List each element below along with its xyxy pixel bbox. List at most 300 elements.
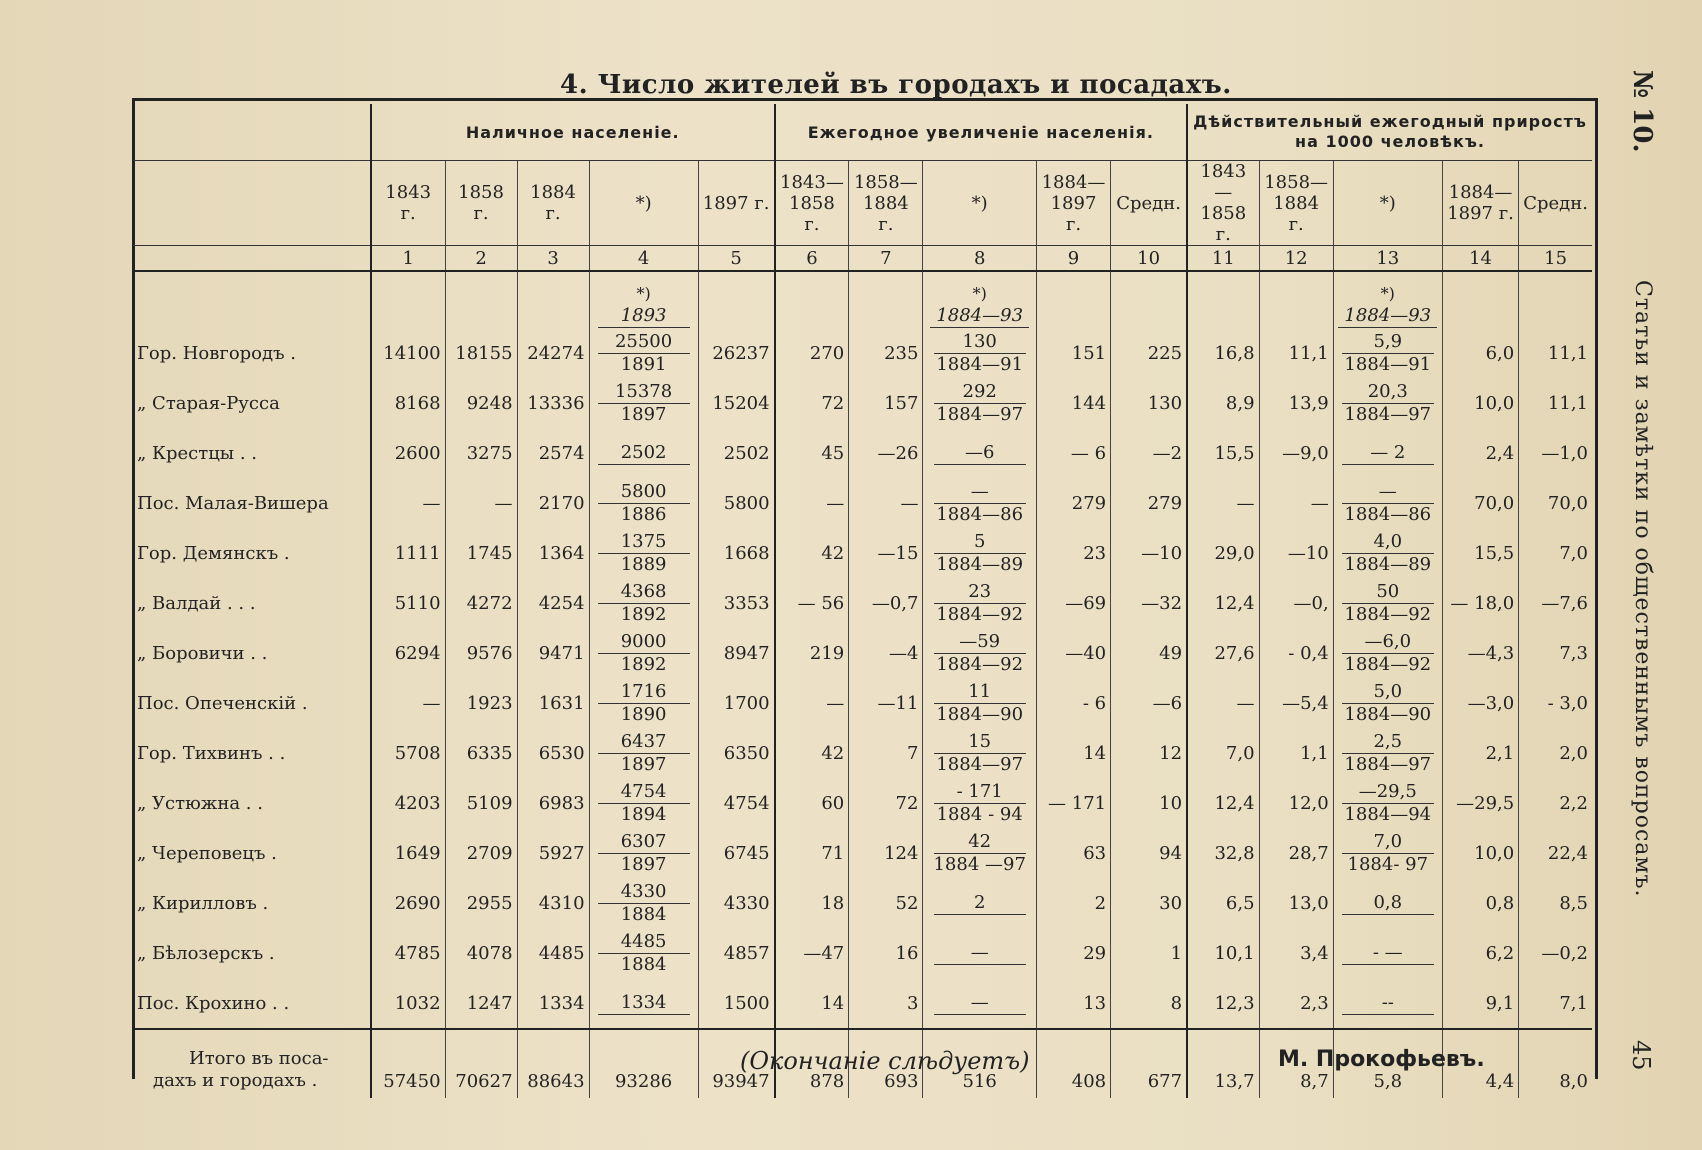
cell-c10: —6 (1111, 678, 1187, 728)
year-note: 1897 (620, 853, 667, 875)
cell-c1: — (371, 478, 445, 528)
total-label-line1: Итого въ поса- (189, 1048, 329, 1069)
cell-c11: 29,0 (1187, 528, 1259, 578)
cell-c14: 6,0 (1442, 328, 1518, 378)
cell-c15: 2,0 (1519, 728, 1592, 778)
place-name: „ Крестцы . . (137, 442, 257, 464)
cell-c10: 130 (1111, 378, 1187, 428)
year-note: 1884—86 (1344, 503, 1432, 525)
cell-c15: - 3,0 (1519, 678, 1592, 728)
cell-c3: 4254 (517, 578, 589, 628)
cell-c8 (923, 728, 1036, 778)
cell-c15: 11,1 (1519, 328, 1592, 378)
cell-c10: —10 (1111, 528, 1187, 578)
cell-c8 (923, 328, 1036, 378)
table-row (133, 478, 1592, 528)
value: — (1342, 481, 1434, 504)
column-header-12: 1858—1884 г. (1259, 161, 1333, 246)
column-header-11: 1843—1858 г. (1187, 161, 1259, 246)
corner-cell (133, 104, 371, 161)
cell-c1: 5708 (371, 728, 445, 778)
year-note: 1884—92 (1344, 653, 1432, 675)
author-name: М. Прокофьевъ. (1278, 1047, 1485, 1072)
value: 15378 (598, 381, 690, 404)
cell-c9: 29 (1036, 928, 1110, 978)
cell-c11: 7,0 (1187, 728, 1259, 778)
cell-c5: 26237 (698, 328, 774, 378)
cell-c10: 1 (1111, 928, 1187, 978)
column-number-7: 7 (849, 246, 923, 272)
value: 5,9 (1342, 331, 1434, 354)
cell-c2: 1247 (445, 978, 517, 1029)
total-c3: 88643 (517, 1029, 589, 1098)
cell-c12: - 0,4 (1259, 628, 1333, 678)
cell-c8 (923, 578, 1036, 628)
value: 9000 (598, 631, 690, 654)
cell-c10: 30 (1111, 878, 1187, 928)
cell-c13 (1333, 428, 1442, 478)
cell-c3: 6983 (517, 778, 589, 828)
value: 4,0 (1342, 531, 1434, 554)
cell-c5: 4330 (698, 878, 774, 928)
value: 2 (934, 892, 1026, 915)
year-note: 1886 (620, 503, 667, 525)
year-note: 1884—94 (1344, 803, 1432, 825)
value: 7,0 (1342, 831, 1434, 854)
column-number-11: 11 (1187, 246, 1259, 272)
value: —6,0 (1342, 631, 1434, 654)
total-c14: 4,4 (1442, 1029, 1518, 1098)
cell-c12: —0, (1259, 578, 1333, 628)
cell-c14: —29,5 (1442, 778, 1518, 828)
total-c13: 5,8 (1333, 1029, 1442, 1098)
cell-c15: 7,0 (1519, 528, 1592, 578)
place-name: „ Бѣлозерскъ . (137, 942, 275, 964)
place-name: Гор. Тихвинъ . . (137, 742, 286, 764)
cell-c14: 70,0 (1442, 478, 1518, 528)
column-header-10: Средн. (1111, 161, 1187, 246)
cell-c7: —4 (849, 628, 923, 678)
cell-c15: 11,1 (1519, 378, 1592, 428)
cell-c2: — (445, 478, 517, 528)
cell-c7: —26 (849, 428, 923, 478)
cell-c3: 4485 (517, 928, 589, 978)
total-c11: 13,7 (1187, 1029, 1259, 1098)
note-c13: *) 1884—93 (1333, 271, 1442, 328)
cell-c13 (1333, 878, 1442, 928)
cell-c13 (1333, 478, 1442, 528)
cell-c10: 225 (1111, 328, 1187, 378)
cell-c7: —15 (849, 528, 923, 578)
value: 4330 (598, 881, 690, 904)
value: 23 (934, 581, 1026, 604)
group-prirost: Дѣйствительный ежегодный приростъ на 1000 человѣкъ. (1187, 104, 1592, 161)
cell-c8 (923, 828, 1036, 878)
cell-c12: —10 (1259, 528, 1333, 578)
place-name: „ Боровичи . . (137, 642, 268, 664)
column-header-15: Средн. (1519, 161, 1592, 246)
cell-c8 (923, 478, 1036, 528)
cell-c5: 1700 (698, 678, 774, 728)
column-number-13: 13 (1333, 246, 1442, 272)
cell-c15: —0,2 (1519, 928, 1592, 978)
cell-c9: 13 (1036, 978, 1110, 1029)
value: 50 (1342, 581, 1434, 604)
cell-c8 (923, 528, 1036, 578)
value: 292 (934, 381, 1026, 404)
cell-c2: 2955 (445, 878, 517, 928)
table-row (133, 728, 1592, 778)
cell-c14: 6,2 (1442, 928, 1518, 978)
value: - 171 (934, 781, 1026, 804)
place-name: Пос. Крохино . . (137, 992, 290, 1014)
column-header-9: 1884—1897 г. (1036, 161, 1110, 246)
year-note: 1889 (620, 553, 667, 575)
cell-c4 (589, 578, 698, 628)
value: - — (1342, 942, 1434, 965)
column-header-4: *) (589, 161, 698, 246)
cell-c9: 279 (1036, 478, 1110, 528)
column-header-2: 1858 г. (445, 161, 517, 246)
year-note: 1894 (620, 803, 667, 825)
value: 0,8 (1342, 892, 1434, 915)
cell-c12: — (1259, 478, 1333, 528)
column-header-5: 1897 г. (698, 161, 774, 246)
cell-c7: 72 (849, 778, 923, 828)
total-c6: 878 (775, 1029, 849, 1098)
value: 6437 (598, 731, 690, 754)
page-number: 45 (1627, 1040, 1655, 1071)
cell-c15: 7,1 (1519, 978, 1592, 1029)
cell-c9: 2 (1036, 878, 1110, 928)
cell-c14: 10,0 (1442, 378, 1518, 428)
table-row (133, 628, 1592, 678)
cell-c6: 42 (775, 728, 849, 778)
value: 4485 (598, 931, 690, 954)
note-c8: *) 1884—93 (923, 271, 1036, 328)
cell-c10: —32 (1111, 578, 1187, 628)
cell-c2: 9576 (445, 628, 517, 678)
cell-c2: 5109 (445, 778, 517, 828)
cell-c5: 1500 (698, 978, 774, 1029)
group-nalichnoe: Наличное населеніе. (371, 104, 775, 161)
cell-c4 (589, 978, 698, 1029)
cell-c15: —1,0 (1519, 428, 1592, 478)
cell-c6: 42 (775, 528, 849, 578)
cell-c4 (589, 628, 698, 678)
cell-c5: 3353 (698, 578, 774, 628)
total-c10: 677 (1111, 1029, 1187, 1098)
column-number-6: 6 (775, 246, 849, 272)
value: 20,3 (1342, 381, 1434, 404)
value: — (934, 481, 1026, 504)
column-number-15: 15 (1519, 246, 1592, 272)
cell-c2: 3275 (445, 428, 517, 478)
table-row (133, 678, 1592, 728)
cell-c10: —2 (1111, 428, 1187, 478)
cell-c5: 8947 (698, 628, 774, 678)
cell-c14: — 18,0 (1442, 578, 1518, 628)
cell-c5: 1668 (698, 528, 774, 578)
table-row (133, 578, 1592, 628)
cell-c4 (589, 828, 698, 878)
cell-c6: — (775, 678, 849, 728)
column-number-2: 2 (445, 246, 517, 272)
cell-c11: 12,3 (1187, 978, 1259, 1029)
cell-c13 (1333, 578, 1442, 628)
table-row (133, 978, 1592, 1029)
cell-c12: 28,7 (1259, 828, 1333, 878)
place-name: Пос. Опеченскій . (137, 692, 308, 714)
value: —59 (934, 631, 1026, 654)
cell-c14: 2,4 (1442, 428, 1518, 478)
cell-c8 (923, 928, 1036, 978)
cell-c1: 1032 (371, 978, 445, 1029)
total-c2: 70627 (445, 1029, 517, 1098)
cell-c8 (923, 978, 1036, 1029)
cell-c12: 1,1 (1259, 728, 1333, 778)
cell-c4 (589, 428, 698, 478)
cell-c13 (1333, 928, 1442, 978)
cell-c2: 2709 (445, 828, 517, 878)
value: 4368 (598, 581, 690, 604)
cell-c9: - 6 (1036, 678, 1110, 728)
cell-c2: 4078 (445, 928, 517, 978)
value: 42 (934, 831, 1026, 854)
cell-c9: 14 (1036, 728, 1110, 778)
year-note: 1884—92 (1344, 603, 1432, 625)
column-header-3: 1884 г. (517, 161, 589, 246)
cell-c3: 1631 (517, 678, 589, 728)
cell-c9: 63 (1036, 828, 1110, 878)
value: 11 (934, 681, 1026, 704)
cell-c1: 8168 (371, 378, 445, 428)
note-row (133, 271, 1592, 328)
value: 5 (934, 531, 1026, 554)
cell-c3: 2574 (517, 428, 589, 478)
population-table (133, 104, 1592, 1098)
cell-c1: 2600 (371, 428, 445, 478)
cell-c4 (589, 328, 698, 378)
total-c9: 408 (1036, 1029, 1110, 1098)
cell-c1: 4785 (371, 928, 445, 978)
cell-c8 (923, 378, 1036, 428)
cell-c2: 1923 (445, 678, 517, 728)
cell-c3: 4310 (517, 878, 589, 928)
cell-c11: — (1187, 478, 1259, 528)
total-c7: 693 (849, 1029, 923, 1098)
value: — 2 (1342, 442, 1434, 465)
table-row (133, 878, 1592, 928)
cell-c14: 0,8 (1442, 878, 1518, 928)
value: 5,0 (1342, 681, 1434, 704)
cell-c13 (1333, 728, 1442, 778)
cell-c9: — 171 (1036, 778, 1110, 828)
year-note: 1884—90 (1344, 703, 1432, 725)
table-row (133, 778, 1592, 828)
year-note: 1884 —97 (933, 853, 1026, 875)
cell-c6: 219 (775, 628, 849, 678)
place-name: „ Кирилловъ . (137, 892, 269, 914)
cell-c14: 10,0 (1442, 828, 1518, 878)
place-name: Гор. Демянскъ . (137, 542, 290, 564)
value: 25500 (598, 331, 690, 354)
year-note: 1884—97 (936, 403, 1024, 425)
column-header-row (133, 161, 1592, 246)
total-label-line2: дахъ и городахъ . (153, 1070, 318, 1091)
cell-c11: 10,1 (1187, 928, 1259, 978)
year-note: 1884 - 94 (936, 803, 1023, 825)
value: — (934, 942, 1026, 965)
year-note: 1884 (620, 903, 667, 925)
cell-c2: 18155 (445, 328, 517, 378)
column-header-7: 1858—1884 г. (849, 161, 923, 246)
cell-c5: 5800 (698, 478, 774, 528)
cell-c7: 157 (849, 378, 923, 428)
cell-c5: 4754 (698, 778, 774, 828)
cell-c11: 16,8 (1187, 328, 1259, 378)
continuation-note: (Окончаніе слѣдуетъ) (740, 1047, 1030, 1075)
cell-c2: 9248 (445, 378, 517, 428)
value: 15 (934, 731, 1026, 754)
table-row (133, 828, 1592, 878)
cell-c5: 15204 (698, 378, 774, 428)
cell-c2: 6335 (445, 728, 517, 778)
cell-c7: 3 (849, 978, 923, 1029)
year-note: 1897 (620, 403, 667, 425)
total-c4: 93286 (589, 1029, 698, 1098)
cell-c6: 45 (775, 428, 849, 478)
cell-c14: 9,1 (1442, 978, 1518, 1029)
cell-c4 (589, 878, 698, 928)
column-number-10: 10 (1111, 246, 1187, 272)
cell-c6: 71 (775, 828, 849, 878)
place-name: Гор. Новгородъ . (137, 342, 296, 364)
column-number-4: 4 (589, 246, 698, 272)
issue-number: № 10. (1627, 70, 1657, 153)
value: -- (1342, 992, 1434, 1015)
group-header-row (133, 104, 1592, 161)
year-note: 1884—97 (1344, 403, 1432, 425)
value: 5800 (598, 481, 690, 504)
cell-c8 (923, 428, 1036, 478)
cell-c2: 1745 (445, 528, 517, 578)
cell-c8 (923, 628, 1036, 678)
value: 2,5 (1342, 731, 1434, 754)
cell-c11: 15,5 (1187, 428, 1259, 478)
year-note: 1884—91 (1344, 353, 1432, 375)
cell-c11: 6,5 (1187, 878, 1259, 928)
cell-c14: 2,1 (1442, 728, 1518, 778)
column-number-12: 12 (1259, 246, 1333, 272)
column-header-13: *) (1333, 161, 1442, 246)
cell-c1: 6294 (371, 628, 445, 678)
cell-c10: 12 (1111, 728, 1187, 778)
column-number-row (133, 246, 1592, 272)
cell-c14: —4,3 (1442, 628, 1518, 678)
place-name: „ Устюжна . . (137, 792, 263, 814)
value: 6307 (598, 831, 690, 854)
year-note: 1884 (620, 953, 667, 975)
column-number-9: 9 (1036, 246, 1110, 272)
cell-c15: 22,4 (1519, 828, 1592, 878)
cell-c8 (923, 778, 1036, 828)
cell-c11: 8,9 (1187, 378, 1259, 428)
cell-c7: 235 (849, 328, 923, 378)
column-number-5: 5 (698, 246, 774, 272)
cell-c12: 13,9 (1259, 378, 1333, 428)
value: 130 (934, 331, 1026, 354)
total-c8: 516 (923, 1029, 1036, 1098)
place-name: „ Старая-Русса (137, 392, 280, 414)
cell-c1: 2690 (371, 878, 445, 928)
cell-c7: 16 (849, 928, 923, 978)
cell-c11: 12,4 (1187, 778, 1259, 828)
cell-c1: 4203 (371, 778, 445, 828)
cell-c10: 10 (1111, 778, 1187, 828)
cell-c11: 32,8 (1187, 828, 1259, 878)
total-label (133, 1029, 371, 1098)
place-name: „ Валдай . . . (137, 592, 256, 614)
cell-c2: 4272 (445, 578, 517, 628)
cell-c4 (589, 678, 698, 728)
value: 1716 (598, 681, 690, 704)
cell-c8 (923, 678, 1036, 728)
cell-c13 (1333, 628, 1442, 678)
total-c1: 57450 (371, 1029, 445, 1098)
cell-c5: 4857 (698, 928, 774, 978)
cell-c4 (589, 528, 698, 578)
cell-c14: 15,5 (1442, 528, 1518, 578)
cell-c4 (589, 778, 698, 828)
value: —29,5 (1342, 781, 1434, 804)
year-note: 1890 (620, 703, 667, 725)
column-number-8: 8 (923, 246, 1036, 272)
cell-c1: 1111 (371, 528, 445, 578)
column-header-14: 1884—1897 г. (1442, 161, 1518, 246)
cell-c12: 2,3 (1259, 978, 1333, 1029)
cell-c14: —3,0 (1442, 678, 1518, 728)
cell-c1: 1649 (371, 828, 445, 878)
total-c15: 8,0 (1519, 1029, 1592, 1098)
year-note: 1884- 97 (1347, 853, 1429, 875)
cell-c7: 7 (849, 728, 923, 778)
cell-c15: 8,5 (1519, 878, 1592, 928)
place-name: Пос. Малая-Вишера (137, 492, 329, 514)
column-number-14: 14 (1442, 246, 1518, 272)
table-title: 4. Число жителей въ городахъ и посадахъ. (560, 70, 1232, 100)
cell-c4 (589, 378, 698, 428)
cell-c3: 5927 (517, 828, 589, 878)
table-row (133, 328, 1592, 378)
year-note: 1884—91 (936, 353, 1024, 375)
cell-c5: 6745 (698, 828, 774, 878)
cell-c3: 1334 (517, 978, 589, 1029)
cell-c15: —7,6 (1519, 578, 1592, 628)
cell-c10: 49 (1111, 628, 1187, 678)
cell-c3: 13336 (517, 378, 589, 428)
table-row (133, 428, 1592, 478)
cell-c9: 151 (1036, 328, 1110, 378)
note-c4: *) 1893 (589, 271, 698, 328)
section-title: Статьи и замѣтки по общественнымъ вопросамъ. (1630, 280, 1655, 898)
cell-c7: —0,7 (849, 578, 923, 628)
year-note: 1897 (620, 753, 667, 775)
cell-c15: 2,2 (1519, 778, 1592, 828)
cell-c6: 14 (775, 978, 849, 1029)
cell-c3: 24274 (517, 328, 589, 378)
total-c12: 8,7 (1259, 1029, 1333, 1098)
